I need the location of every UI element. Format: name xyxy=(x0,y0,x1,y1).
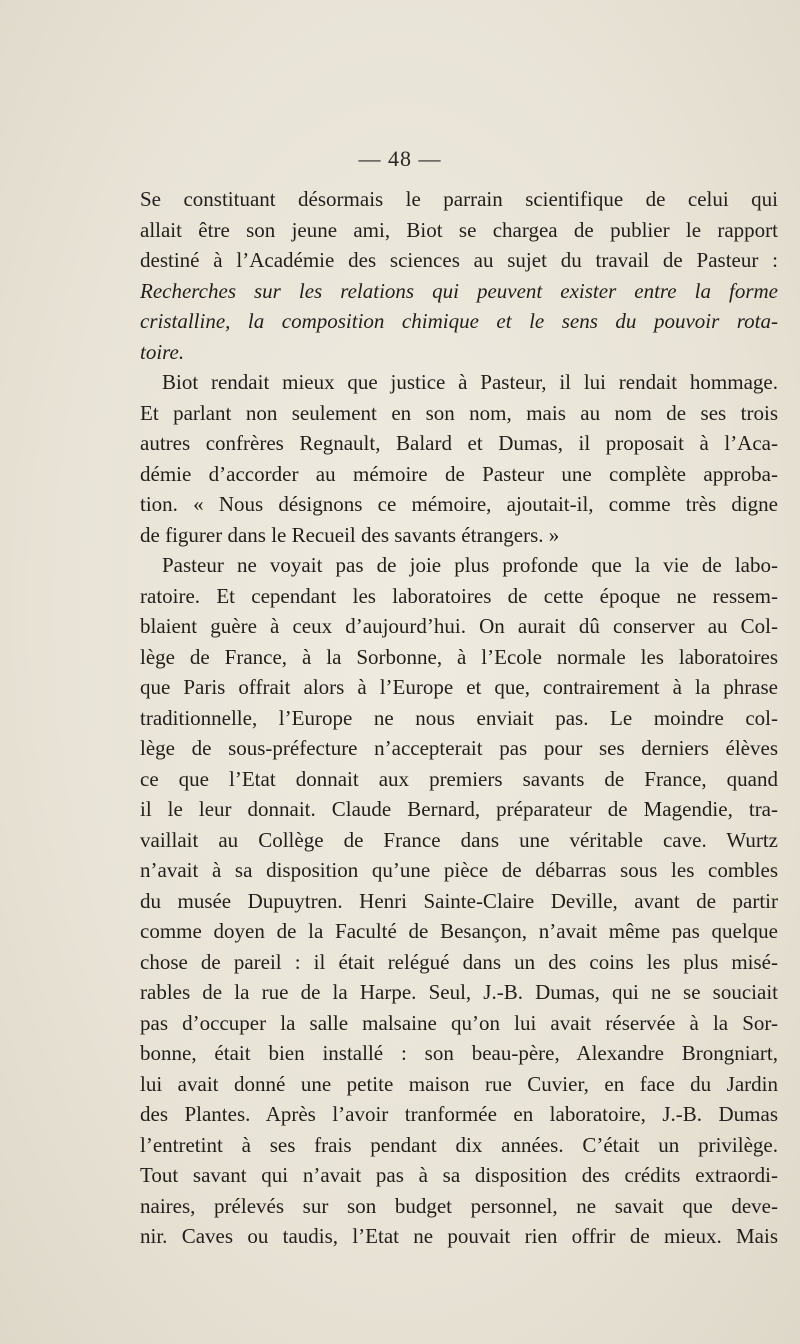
text-line: des Plantes. Après l’avoir tranformée en laboratoire, J.-B. Dumas xyxy=(140,1102,778,1126)
text-line: pas d’occuper la salle malsaine qu’on lui avait réservée à la Sor- xyxy=(140,1010,778,1035)
text-line: lège de sous-préfecture n’accepterait pas pour ses derniers élèves xyxy=(140,736,778,760)
text-line: n’avait à sa disposition qu’une pièce de débarras sous les combles xyxy=(140,858,778,882)
text-line: Se constituant désormais le parrain scientifique de celui qui xyxy=(140,187,778,211)
text-line: du musée Dupuytren. Henri Sainte-Claire Deville, avant de partir xyxy=(140,888,778,913)
text-line: tion. « Nous désignons ce mémoire, ajoutait-il, comme très digne xyxy=(140,492,778,516)
text-line: Biot rendait mieux que justice à Pasteur, il lui rendait hommage. xyxy=(162,370,778,394)
text-line: allait être son jeune ami, Biot se chargea de publier le rapport xyxy=(140,217,778,242)
text-line: Et parlant non seulement en son nom, mais au nom de ses trois xyxy=(140,400,778,425)
text-line: destiné à l’Académie des sciences au sujet du travail de Pasteur : xyxy=(140,248,778,272)
text-line: lège de France, à la Sorbonne, à l’Ecole normale les laboratoires xyxy=(140,644,778,669)
text-line: ce que l’Etat donnait aux premiers savants de France, quand xyxy=(140,766,778,791)
page-number: — 48 — xyxy=(358,146,442,171)
text-line: rables de la rue de la Harpe. Seul, J.-B. Dumas, qui ne se souciait xyxy=(140,980,778,1004)
text-line: comme doyen de la Faculté de Besançon, n’avait même pas quelque xyxy=(140,919,778,943)
text-line: chose de pareil : il était relégué dans un des coins les plus misé- xyxy=(140,949,778,974)
text-line-italic: toire. xyxy=(140,339,185,364)
text-line: l’entretint à ses frais pendant dix années. C’était un privilège. xyxy=(140,1132,778,1157)
text-line: autres confrères Regnault, Balard et Dumas, il proposait à l’Aca- xyxy=(140,431,778,455)
body-text xyxy=(140,184,778,1252)
text-line: de figurer dans le Recueil des savants étrangers. » xyxy=(140,522,560,547)
text-line: blaient guère à ceux d’aujourd’hui. On aurait dû conserver au Col- xyxy=(140,614,778,638)
text-line: Pasteur ne voyait pas de joie plus profonde que la vie de labo- xyxy=(162,553,778,577)
text-line-italic: Recherches sur les relations qui peuvent exister entre la forme xyxy=(140,278,778,303)
text-line: traditionnelle, l’Europe ne nous enviait pas. Le moindre col- xyxy=(140,705,778,730)
text-line: il le leur donnait. Claude Bernard, préparateur de Magendie, tra- xyxy=(140,797,778,821)
text-line: que Paris offrait alors à l’Europe et que, contrairement à la phrase xyxy=(140,675,778,699)
text-line: nir. Caves ou taudis, l’Etat ne pouvait rien offrir de mieux. Mais xyxy=(140,1224,778,1248)
text-line: démie d’accorder au mémoire de Pasteur une complète approba- xyxy=(140,461,778,486)
text-line: vaillait au Collège de France dans une véritable cave. Wurtz xyxy=(140,827,778,852)
text-line: naires, prélevés sur son budget personnel, ne savait que deve- xyxy=(140,1193,778,1218)
text-line: lui avait donné une petite maison rue Cuvier, en face du Jardin xyxy=(140,1071,778,1096)
text-line-italic: cristalline, la composition chimique et le sens du pouvoir rota- xyxy=(140,309,778,333)
text-line: Tout savant qui n’avait pas à sa disposition des crédits extraordi- xyxy=(140,1163,778,1187)
text-line: ratoire. Et cependant les laboratoires de cette époque ne ressem- xyxy=(140,583,778,608)
text-line: bonne, était bien installé : son beau-père, Alexandre Brongniart, xyxy=(140,1041,778,1065)
